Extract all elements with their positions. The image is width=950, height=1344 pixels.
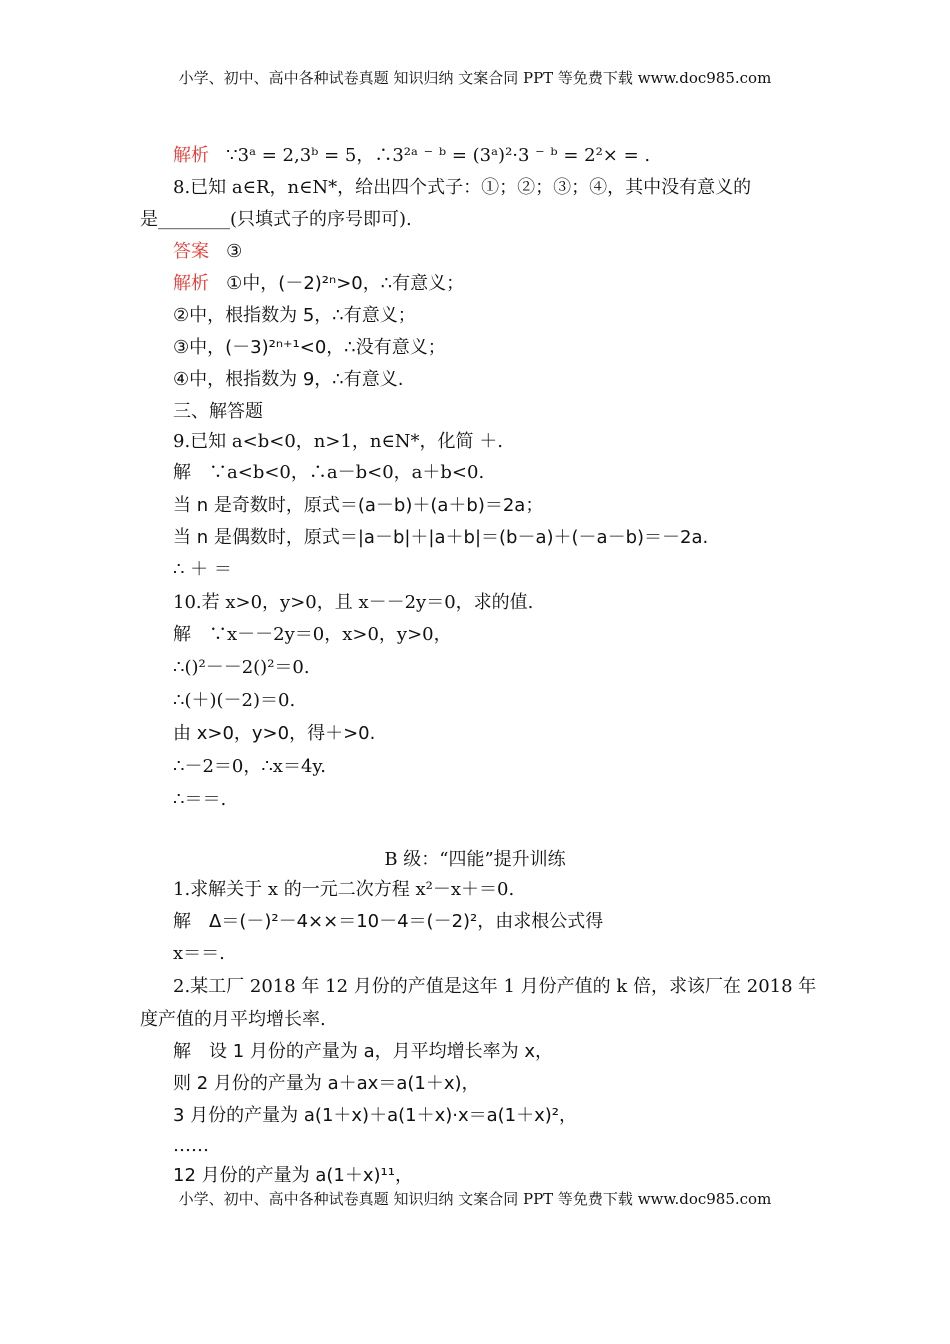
p8-question-line2: 是________(只填式子的序号即可). — [140, 209, 412, 230]
b2-question-line2: 度产值的月平均增长率. — [140, 1009, 326, 1030]
p8-analysis-line4: ④中，根指数为 9，∴有意义. — [173, 369, 404, 390]
p9-solution-line2: 当 n 是奇数时，原式＝(a－b)＋(a＋b)＝2a； — [173, 495, 544, 516]
b2-solution-line5: 12 月份的产量为 a(1＋x)¹¹， — [173, 1165, 413, 1186]
p9-solution-line3: 当 n 是偶数时，原式＝|a－b|＋|a＋b|＝(b－a)＋(－a－b)＝－2a. — [173, 527, 709, 548]
b2-solution-line3: 3 月份的产量为 a(1＋x)＋a(1＋x)·x＝a(1＋x)²， — [173, 1105, 578, 1126]
p9-solution-line4: ∴ ＋ ＝ — [173, 559, 232, 580]
b2-solution-line4: …… — [173, 1135, 209, 1156]
b2-question-line1: 2.某工厂 2018 年 12 月份的产值是这年 1 月份产值的 k 倍，求该厂在 2018 年 — [173, 976, 817, 997]
page-header: 小学、初中、高中各种试卷真题 知识归纳 文案合同 PPT 等免费下载 www.doc985.com — [178, 69, 772, 87]
p10-solution-line3: ∴(＋)(－2)＝0. — [173, 690, 296, 711]
p7-analysis-line — [173, 144, 650, 168]
p8-analysis-line2: ②中，根指数为 5，∴有意义； — [173, 305, 416, 326]
section-heading-3: 三、解答题 — [173, 401, 263, 422]
p10-solution-line5: ∴－2＝0，∴x＝4y. — [173, 756, 326, 777]
p8-analysis-line3: ③中，(－3)²ⁿ⁺¹<0，∴没有意义； — [173, 337, 446, 358]
p8-answer-value: ③ — [226, 241, 243, 262]
b1-question: 1.求解关于 x 的一元二次方程 x²－x＋＝0. — [173, 879, 515, 900]
p8-question-line1: 8.已知 a∈R，n∈N*，给出四个式子：①；②；③；④，其中没有意义的 — [173, 177, 752, 198]
p10-solution-line2: ∴()²－－2()²＝0. — [173, 657, 310, 678]
p10-solution-line4: 由 x>0，y>0，得＋>0. — [173, 723, 376, 744]
p8-answer-line — [173, 240, 242, 264]
answer-label: 答案 — [173, 241, 209, 262]
b2-solution-line2: 则 2 月份的产量为 a＋ax＝a(1＋x)， — [173, 1073, 480, 1094]
p8-analysis-text1: ①中，(－2)²ⁿ>0，∴有意义； — [226, 273, 465, 294]
section-heading-b: B 级：“四能”提升训练 — [384, 849, 566, 870]
b1-solution-line2: x＝＝. — [173, 943, 225, 964]
analysis-label: 解析 — [173, 273, 209, 294]
p7-analysis-text: ∵3ᵃ = 2,3ᵇ = 5，∴3²ᵃ ⁻ ᵇ = (3ᵃ)²·3 ⁻ ᵇ = 2²× = . — [226, 145, 651, 166]
p8-analysis-line1 — [173, 272, 464, 296]
p10-question: 10.若 x>0，y>0，且 x－－2y＝0，求的值. — [173, 592, 534, 613]
p10-solution-line1: 解 ∵x－－2y＝0，x>0，y>0， — [173, 624, 452, 645]
page-footer: 小学、初中、高中各种试卷真题 知识归纳 文案合同 PPT 等免费下载 www.doc985.com — [178, 1190, 772, 1208]
analysis-label: 解析 — [173, 145, 209, 166]
p9-question: 9.已知 a<b<0，n>1，n∈N*，化简 ＋. — [173, 431, 504, 452]
p10-solution-line6: ∴＝＝. — [173, 789, 227, 810]
p9-solution-line1: 解 ∵a<b<0，∴a－b<0，a＋b<0. — [173, 462, 485, 483]
b1-solution-line1: 解 Δ＝(－)²－4××＝10－4＝(－2)²，由求根公式得 — [173, 911, 604, 932]
b2-solution-line1: 解 设 1 月份的产量为 a，月平均增长率为 x， — [173, 1041, 554, 1062]
